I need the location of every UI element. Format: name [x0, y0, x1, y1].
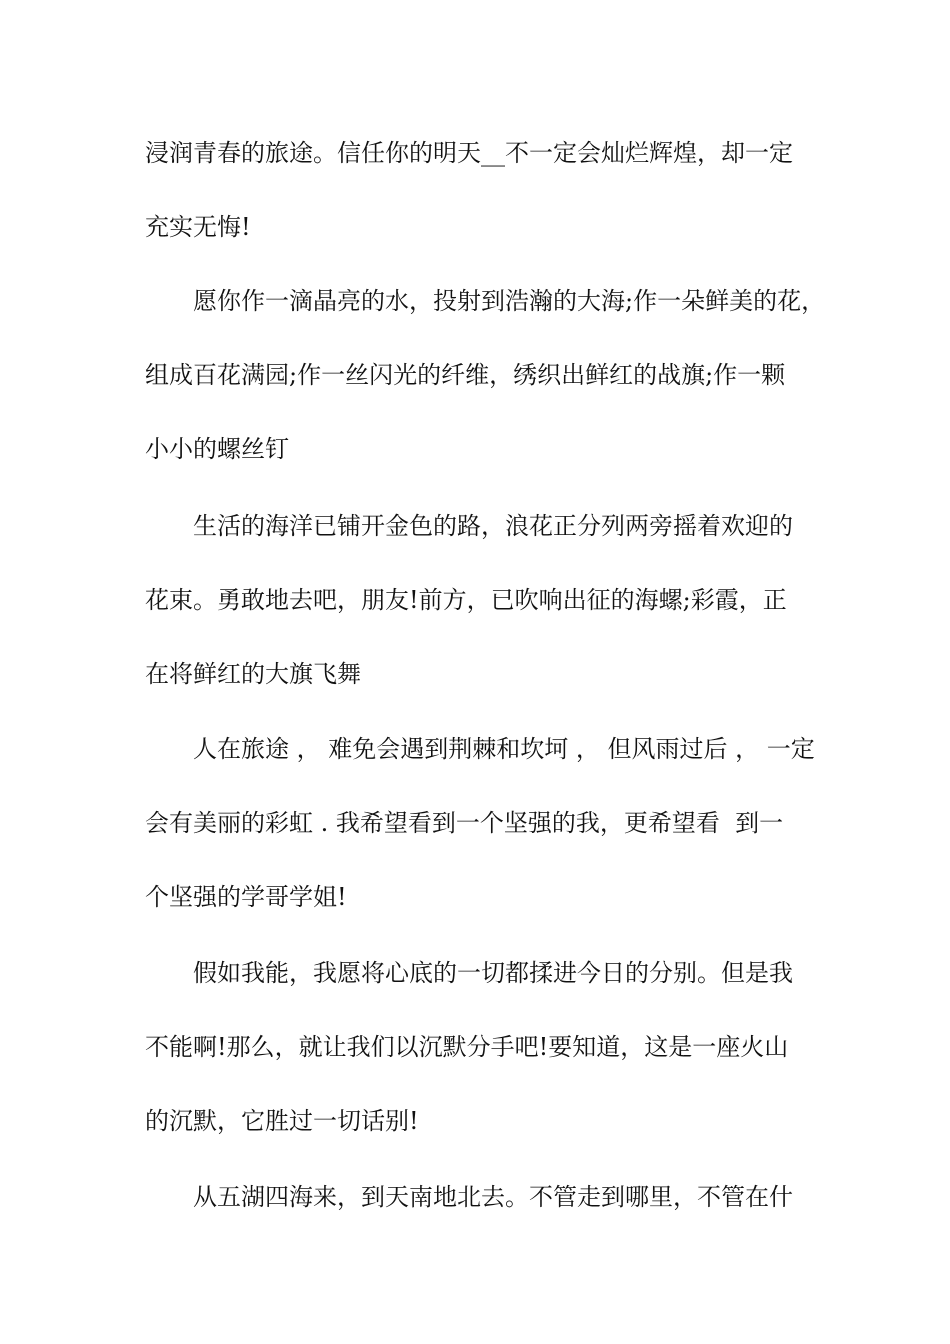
text-line: 花束。勇敢地去吧，朋友!前方，已吹响出征的海螺;彩霞，正	[145, 586, 787, 614]
text-line: 浸润青春的旅途。信任你的明天__不一定会灿烂辉煌，却一定	[145, 139, 793, 167]
text-line: 人在旅途 ， 难免会遇到荆棘和坎坷 ， 但风雨过后 ， 一定	[193, 735, 815, 763]
text-line: 愿你作一滴晶亮的水，投射到浩瀚的大海;作一朵鲜美的花，	[193, 287, 826, 315]
text-line: 小小的螺丝钉	[145, 435, 289, 463]
text-line: 从五湖四海来，到天南地北去。不管走到哪里，不管在什	[193, 1183, 793, 1211]
text-line: 的沉默，它胜过一切话别!	[145, 1107, 419, 1135]
text-line: 在将鲜红的大旗飞舞	[145, 660, 361, 688]
text-line: 充实无悔!	[145, 213, 251, 241]
text-line: 生活的海洋已铺开金色的路，浪花正分列两旁摇着欢迎的	[193, 512, 793, 540]
text-line: 组成百花满园;作一丝闪光的纤维，绣织出鲜红的战旗;作一颗	[145, 361, 786, 389]
text-line: 会有美丽的彩虹 . 我希望看到一个坚强的我，更希望看 到一	[145, 809, 784, 837]
text-line: 假如我能，我愿将心底的一切都揉进今日的分别。但是我	[193, 959, 793, 987]
text-line: 个坚强的学哥学姐!	[145, 883, 347, 911]
text-line: 不能啊!那么，就让我们以沉默分手吧!要知道，这是一座火山	[145, 1033, 789, 1061]
